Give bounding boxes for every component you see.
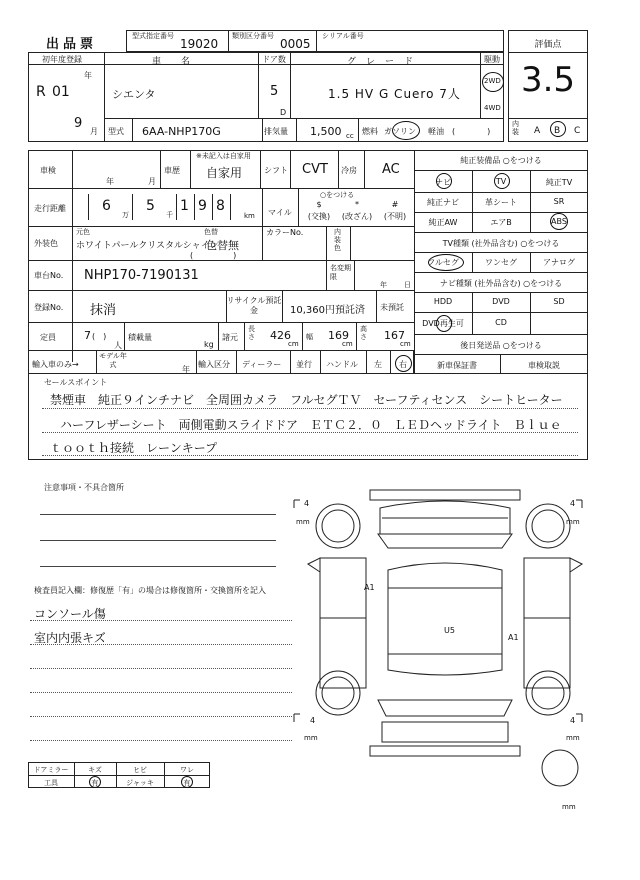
name-change-label: 名変期限 [330, 264, 351, 281]
type-code: 6AA-NHP170G [142, 125, 221, 138]
recycle-label: リサイクル預託金 [226, 296, 282, 315]
reg-year: 01 [52, 84, 70, 100]
tv-title: TV種類 (社外品含む) ○をつける [442, 239, 560, 248]
registration: 抹消 [90, 303, 117, 318]
tire-rl-value: 4 [310, 716, 316, 725]
usage-label: 車歴 [164, 166, 180, 175]
mark-dollar: $ [316, 200, 322, 209]
interior-grade-c: C [574, 126, 581, 136]
displacement: 1,500 [310, 125, 342, 138]
grade-label: グレード [346, 57, 423, 67]
sales-point-line-2: ハーフレザーシート 両側電動スライドドア ＥＴＣ２．０ ＬＥＤヘッドライト Ｂｌｕｅ [60, 418, 562, 432]
parts-tools-label: 工具 [44, 779, 58, 787]
navi-sd: SD [553, 297, 565, 306]
reg-year-label: 初年度登録 [42, 55, 82, 64]
tire-fr-unit: mm [566, 518, 580, 526]
doors-label: ドア数 [262, 55, 286, 64]
height-unit: cm [400, 340, 411, 348]
mile-label: マイル [268, 208, 292, 217]
later-warranty: 新車保証書 [437, 361, 477, 370]
sales-point-line-1: 禁煙車 純正９インチナビ 全周囲カメラ フルセグＴＶ セーフティセンス シートヒーター [50, 393, 563, 407]
shaken-year: 年 [106, 177, 114, 186]
model-year-label: モデル年式 [99, 352, 127, 369]
drive-4wd: 4WD [484, 104, 501, 112]
original-color: ホワイトパールクリスタルシャイン [76, 241, 219, 251]
equip-leather: 革シート [485, 198, 517, 207]
name-change-year: 年 [380, 281, 387, 289]
car-name-label: 車名 [151, 57, 210, 67]
cooler: AC [382, 162, 400, 177]
inspector-label: 検査員記入欄：修復歴「有」の場合は修復箇所・交換箇所を記入 [34, 586, 266, 595]
shaken-label: 車検 [40, 166, 56, 175]
model-code: 19020 [180, 37, 219, 51]
shaken-month: 月 [148, 177, 156, 186]
serial-label: シリアル番号 [322, 32, 364, 40]
name-change-day: 日 [404, 281, 411, 289]
tv-oneseg: ワンセグ [485, 258, 517, 267]
tire-rr-unit: mm [566, 734, 580, 742]
drive-label: 駆動 [484, 55, 500, 64]
equip-airbag: エアB [490, 218, 512, 227]
mileage-digit-4: 9 [198, 198, 207, 214]
navi-dvd: DVD [492, 297, 510, 306]
tire-fl-unit: mm [296, 518, 310, 526]
width-unit: cm [342, 340, 353, 348]
dims-label: 諸元 [222, 333, 238, 342]
capacity-label: 定員 [40, 333, 56, 342]
model-code-label: 型式指定番号 [132, 32, 174, 40]
spare-unit: mm [562, 803, 576, 811]
equip-genuine-tv: 純正TV [545, 178, 573, 187]
tire-rr-value: 4 [570, 716, 576, 725]
import-parallel: 並行 [296, 360, 312, 369]
length-label: 長さ [248, 325, 255, 341]
width: 169 [328, 329, 349, 342]
handle-right: 右 [399, 360, 407, 369]
later-manual: 車検取説 [528, 361, 560, 370]
car-name: シエンタ [112, 88, 156, 101]
page-title: 出品票 [46, 37, 98, 52]
parts-header-break: ワレ [180, 766, 194, 774]
interior-grade-b: B [554, 126, 561, 136]
shift: CVT [302, 162, 328, 177]
mileage-digit-2: 5 [146, 198, 155, 214]
reg-month: 9 [74, 116, 83, 131]
parts-header-scratch: キズ [88, 766, 102, 774]
import-class-label: 輸入区分 [198, 360, 230, 369]
recycle-unpaid: 未預託 [380, 303, 404, 312]
month-unit: 月 [90, 127, 98, 136]
tv-fullseg: フルセグ [427, 258, 459, 267]
category-number: 0005 [280, 37, 311, 51]
damage-code-roof: U5 [444, 626, 455, 635]
shift-label: シフト [264, 166, 288, 175]
usage-note: ※未記入は自家用 [196, 152, 251, 160]
fuel-light-oil: 軽油 [428, 127, 444, 136]
equip-genuine-navi: 純正ナビ [427, 198, 459, 207]
doors: 5 [270, 84, 279, 99]
fuel-gasoline: ガソリン [384, 127, 416, 136]
navi-hdd: HDD [433, 297, 453, 306]
parts-tools-value: 有 [91, 779, 99, 787]
mileage-km: km [244, 212, 255, 220]
mark-note: ○をつける [320, 191, 355, 199]
car-damage-diagram [290, 478, 590, 813]
usage: 自家用 [206, 166, 243, 180]
later-title: 後日発送品 ○をつける [460, 341, 542, 350]
import-dealer: ディーラー [242, 360, 282, 369]
equip-tv: TV [495, 177, 507, 186]
cooler-label: 冷房 [341, 166, 357, 175]
mark-hash: # [391, 200, 399, 209]
rating-score: 3.5 [520, 60, 576, 100]
navi-dvd-play: DVD再生可 [422, 319, 464, 328]
damage-code-right: A1 [508, 633, 519, 642]
grade: 1.5 HV G Cuero 7人 [328, 87, 461, 101]
length-unit: cm [288, 340, 299, 348]
type-label: 型式 [108, 127, 124, 136]
mark-star: * [355, 200, 359, 209]
tire-fr-value: 4 [570, 499, 576, 508]
drive-2wd: 2WD [484, 77, 501, 85]
interior-color-label: 内装色 [334, 228, 341, 252]
registration-label: 登録No. [34, 303, 64, 312]
fuel-label: 燃料 [362, 127, 378, 136]
mark-star-sub: (改ざん) [341, 212, 373, 221]
doors-suffix: D [280, 108, 287, 117]
inspector-line-1: コンソール傷 [34, 607, 106, 621]
color-label: 外装色 [34, 239, 58, 248]
parts-jack-label: ジャッキ [126, 779, 154, 787]
mileage-label: 走行距離 [34, 204, 66, 213]
interior-label: 内装 [512, 120, 519, 136]
interior-grade-a: A [534, 126, 541, 136]
inspector-line-2: 室内内張キズ [34, 631, 106, 645]
year-unit: 年 [84, 71, 92, 80]
mileage-digit-3: 1 [180, 198, 189, 214]
capacity: 7 [84, 329, 91, 342]
color-paren: ( ) [190, 251, 237, 260]
displacement-label: 排気量 [264, 127, 288, 136]
load-unit: kg [204, 340, 214, 349]
color-change: 色替無 [206, 239, 239, 252]
import-label: 輸入車のみ→ [32, 360, 79, 369]
mileage-digit-5: 8 [216, 198, 225, 214]
displacement-unit: cc [346, 132, 354, 140]
navi-cd: CD [495, 318, 507, 327]
recycle-deposit: 10,360円預託済 [290, 305, 365, 316]
chassis-number: NHP170-7190131 [84, 268, 199, 283]
handle-label: ハンドル [326, 360, 358, 369]
equip-sr: SR [553, 197, 565, 206]
color-change-label: 色替 [204, 228, 218, 236]
reg-era: R [36, 84, 46, 100]
sales-point-label: セールスポイント [44, 378, 108, 387]
equip-title: 純正装備品 ○をつける [460, 156, 542, 165]
height-label: 高さ [360, 325, 367, 341]
length: 426 [270, 329, 291, 342]
model-year-unit: 年 [182, 365, 190, 374]
equip-abs: ABS [551, 217, 567, 226]
fuel-paren: ( ) [452, 127, 491, 136]
original-color-label: 元色 [76, 228, 90, 236]
mileage-digit-1: 6 [102, 198, 111, 214]
parts-jack-value: 有 [183, 779, 191, 787]
tv-analog: アナログ [543, 258, 575, 267]
sales-point-line-3: ｔｏｏｔｈ接続 レーンキープ [50, 441, 218, 455]
mark-dollar-sub: (交換) [307, 212, 331, 221]
equip-navi: ナビ [435, 178, 451, 187]
chassis-label: 車台No. [34, 271, 64, 280]
tire-fl-value: 4 [304, 499, 310, 508]
navi-title: ナビ種類 (社外品含む) ○をつける [439, 279, 563, 288]
rating-label: 評価点 [534, 40, 562, 50]
category-label: 類別区分番号 [232, 32, 274, 40]
equip-aw: 純正AW [428, 218, 458, 227]
mileage-unit-man: 万 [122, 211, 129, 219]
parts-header-crack: ヒビ [133, 766, 147, 774]
width-label: 幅 [306, 333, 313, 341]
height: 167 [384, 329, 405, 342]
parts-header-mirror: ドアミラー [33, 766, 69, 774]
handle-left: 左 [374, 360, 382, 369]
tire-rl-unit: mm [304, 734, 318, 742]
capacity-paren: ( ) [92, 332, 107, 341]
capacity-unit: 人 [114, 341, 122, 350]
color-number-label: カラーNo. [266, 228, 304, 237]
mileage-unit-sen: 千 [166, 211, 173, 219]
mark-hash-sub: (不明) [383, 212, 407, 221]
damage-code-left: A1 [364, 583, 375, 592]
load-label: 積載量 [128, 333, 152, 342]
caution-label: 注意事項・不具合箇所 [44, 483, 124, 492]
